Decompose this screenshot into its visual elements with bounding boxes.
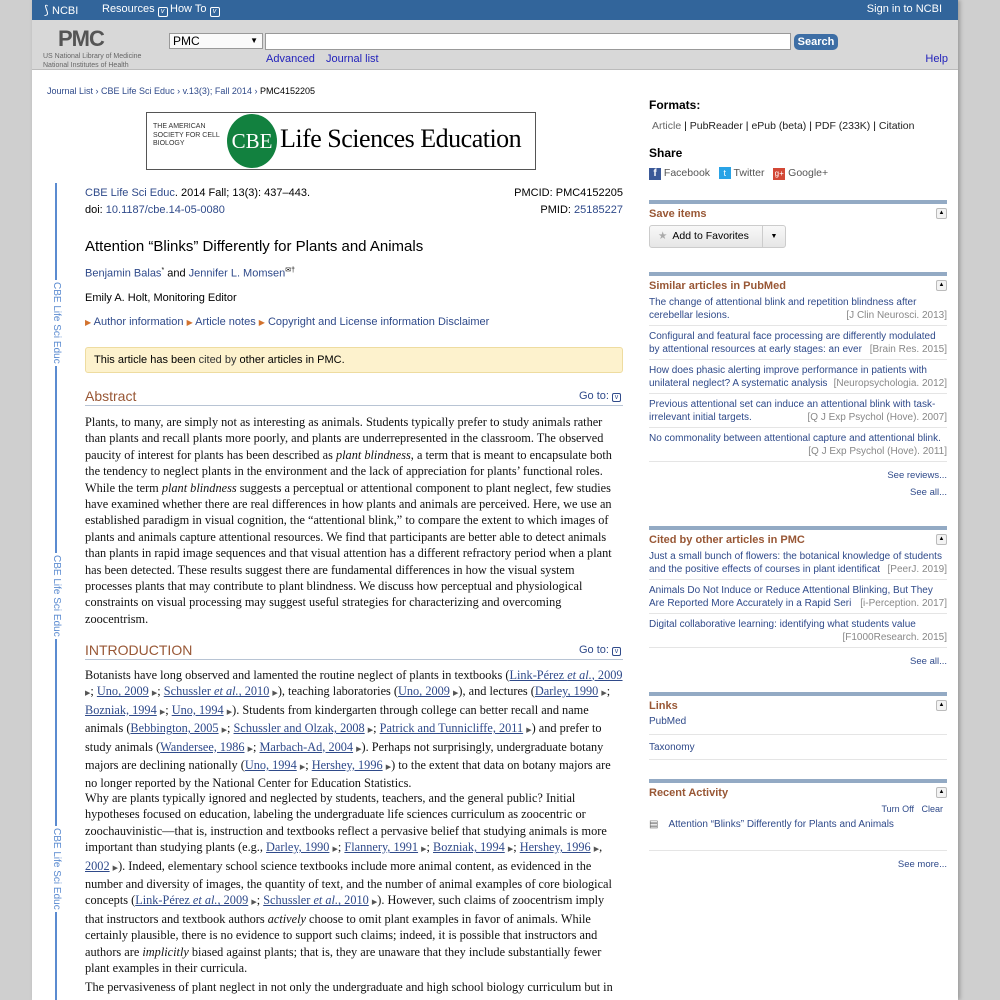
intro-heading-bar — [85, 642, 623, 660]
doi-link[interactable]: 10.1187/cbe.14-05-0080 — [105, 204, 225, 216]
page: ⟆ NCBI Resources v How To v Sign in to NCBI PMC US National Library of Medicine National Institutes of Health PMC ▼ Search Advanced Journal list Help Journal List › CBE Life Sci Educ › v.13(3); Fall 2014 › PMC4152205 CBE Life Sci Educ CBE Life Sci Educ CBE Life Sci Educ THE AMERICAN SOCIETY FOR CELL BIOLOGY CBE Life Sciences Education CBE Life Sci Educ. 2014 Fall; 13(3): 437–443. doi: 10.1187/cbe.14-05-0080 PMCID: PMC4152205 PMID: 25185227 Attention “Blinks” Differently for Plants and Animals Benjamin Balas* and Jennifer L. Momsen✉† Emily A. Holt, Monitoring Editor ▶ Author information ▶ Article notes ▶ Copyright and License information Disclaimer This article has been cited by other articles in PMC. Abstract Go to: v Plants, to many, are simply not as interesting as animals. Students typically prefer to study animals rather than plants and recall plants more poorly, and plants are underrepresented in the classroom. The observed paucity of interest for plants has been described as plant blindness, a term that is meant to encapsulate both the tendency to neglect plants in the environment and the lack of appreciation for plants’ functional roles. While the term plant blindness suggests a perceptual or attentional component to plant neglect, few studies have examined whether there are real differences in how plants and animals are perceived. Here, we use an established paradigm in visual cognition, the “attentional blink,” to compare the extent to which images of plants and animals capture attentional resources. We find that participants are better able to detect animals than plants in rapid image sequences and that visual attention has a different refractory period when a plant has been detected. These results suggest there are fundamental differences in how the visual system processes plants that may contribute to plant blindness. We discuss how perceptual and physiological constraints on visual processing may suggest useful strategies for characterizing and overcoming zoocentrism. INTRODUCTION Go to: v Botanists have long observed and lamented the routine neglect of plants in textbooks (Link-Pérez et al., 2009 ▶; Uno, 2009 ▶; Schussler et al., 2010 ▶), teaching laboratories (Uno, 2009 ▶), and lectures (Darley, 1990 ▶; Bozniak, 1994 ▶; Uno, 1994 ▶). Students from kindergarten through college can better recall and name animals (Bebbington, 2005 ▶; Schussler and Olzak, 2008 ▶; Patrick and Tunnicliffe, 2011 ▶) and prefer to study animals (Wandersee, 1986 ▶; Marbach-Ad, 2004 ▶). Perhaps not surprisingly, undergraduate botany majors are declining nationally (Uno, 1994 ▶; Hershey, 1996 ▶) to the extent that data on botany majors are no longer reported by the National Center for Education Statistics. Why are plants typically ignored and neglected by students, teachers, and the general public? Initial hypotheses focused on education, labeling the undergraduate life sciences curriculum as zoocentric or zoochauvinistic—that is, instruction and textbooks reflect a pervasive belief that studying animals is more important than studying plants (e.g., Darley, 1990 ▶; Flannery, 1991 ▶; Bozniak, 1994 ▶; Hershey, 1996 ▶, 2002 ▶). Indeed, elementary school science textbooks include more animal content, as evidenced in the number and diversity of images, the quantity of text, and the number of animal examples of core biological concepts (Link-Pérez et al., 2009 ▶; Schussler et al., 2010 ▶). However, such claims of zoocentrism imply that instructors and textbook authors actively choose to omit plant examples in favor of animals. While certainly plausible, there is no evidence to support such claims; indeed, it is possible that instructors and authors are implicitly biased against plants; that is, they are unaware that they include substantially fewer plant examples in their curricula. The pervasiveness of plant neglect in not only the undergraduate and high school biology curriculum but in Formats: Article | PubReader | ePub (beta) | PDF (233K) | Citation Share f Facebook t Twitter g+ Google+ Save items ▲ ★ Add to Favorites ▼ Similar articles in PubMed ▲ The change of attentional blink and repetition blindness after cerebellar lesions. [J Clin Neurosci. 2013] Configural and featural face processing are differently modulated by attentional resources at early stages: an ever [Brain Res. 2015] How does phasic alerting improve performance in patients with unilateral neglect? A systematic analysis [Neuropsychologia. 2012] Previous attentional set can induce an attentional blink with task-irrelevant initial targets. [Q J Exp Psychol (Hove). 2007] No commonality between attentional capture and attentional blink. [Q J Exp Psychol (Hove). 2011] See reviews... See all... Cited by other articles in PMC ▲ Just a small bunch of flowers: the botanical knowledge of students and the positive effects of courses in plant identificat [PeerJ. 2019] Animals Do Not Induce or Reduce Attentional Blinking, But They Are Reported More Accurately in a Rapid Seri [i-Perception. 2017] Digital collaborative learning: identifying what students value [F1000Research. 2015] See all... Links ▲ PubMed Taxonomy Recent Activity ▲ Turn Off Clear ▤ Attention “Blinks” Differently for Plants and Animals See more... — [32, 0, 958, 1000]
panel-title: Similar articles in PubMed — [649, 280, 786, 292]
format-pdf[interactable]: PDF (233K) — [814, 120, 871, 132]
cited-by-notice: This article has been cited by other articles in PMC. — [85, 347, 623, 373]
share-title: Share — [649, 146, 683, 160]
breadcrumb: Journal List › CBE Life Sci Educ › v.13(3); Fall 2014 › PMC4152205 — [47, 86, 315, 96]
dropdown-arrow-icon: ▼ — [250, 36, 258, 45]
panel-title: Links — [649, 700, 678, 712]
cited-by-link[interactable]: cited by — [198, 354, 237, 366]
add-to-favorites-button[interactable]: ★ Add to Favorites ▼ — [649, 225, 786, 248]
panel-title: Recent Activity — [649, 787, 729, 799]
journal-logo-title: Life Sciences Education — [280, 124, 522, 153]
formats-list: Article | PubReader | ePub (beta) | PDF (233K) | Citation — [652, 120, 915, 132]
article-list-item[interactable]: No commonality between attentional capture and attentional blink. [Q J Exp Psychol (Hove). 2011] — [649, 428, 947, 462]
intro-heading: INTRODUCTION — [85, 642, 193, 658]
author-link[interactable]: Jennifer L. Momsen — [188, 267, 286, 280]
recent-activity-panel — [649, 779, 947, 870]
article-list-item[interactable]: The change of attentional blink and repetition blindness after cerebellar lesions. [J Clin Neurosci. 2013] — [649, 292, 947, 326]
journal-link[interactable]: CBE Life Sci Educ — [85, 187, 175, 199]
format-pubreader[interactable]: PubReader — [689, 120, 743, 132]
database-select[interactable]: PMC ▼ — [169, 33, 263, 49]
chevron-down-icon: v — [158, 7, 168, 17]
article-list-item[interactable]: Just a small bunch of flowers: the botanical knowledge of students and the positive effects of courses in plant identificat [PeerJ. 2019] — [649, 546, 947, 580]
abstract-heading: Abstract — [85, 388, 137, 404]
link-taxonomy[interactable]: Taxonomy — [649, 735, 947, 761]
star-icon: ★ — [658, 230, 668, 242]
collapse-icon[interactable]: ▲ — [936, 534, 947, 545]
links-panel — [649, 692, 947, 760]
article-list-item[interactable]: Previous attentional set can induce an attentional blink with task-irrelevant initial targets. [Q J Exp Psychol (Hove). 2007] — [649, 394, 947, 428]
howto-menu[interactable]: How To v — [170, 3, 220, 17]
recent-item[interactable]: ▤ Attention “Blinks” Differently for Plants and Animals — [649, 814, 947, 851]
favorites-dropdown-icon[interactable]: ▼ — [762, 226, 785, 247]
formats-title: Formats: — [649, 98, 701, 112]
article-list-item[interactable]: Configural and featural face processing are differently modulated by attentional resources at early stages: an ever [Brain Res. 2015] — [649, 326, 947, 360]
author-link[interactable]: Benjamin Balas — [85, 267, 162, 280]
article-list-item[interactable]: Digital collaborative learning: identifying what students value [F1000Research. 2015] — [649, 614, 947, 648]
chevron-down-icon: v — [612, 647, 621, 656]
editor: Emily A. Holt, Monitoring Editor — [85, 292, 237, 304]
advanced-link[interactable]: Advanced — [266, 53, 315, 65]
goto-menu[interactable]: Go to: v — [579, 390, 621, 402]
stripe-label: CBE Life Sci Educ — [46, 280, 66, 366]
collapse-icon[interactable]: ▲ — [936, 700, 947, 711]
chevron-down-icon: v — [210, 7, 220, 17]
format-epub[interactable]: ePub (beta) — [751, 120, 807, 132]
abstract-text: Plants, to many, are simply not as interesting as animals. Students typically prefer to study animals rather than plants and recall plants more poorly, and plants are underrepresented in the classroom. The observed paucity of interest for plants has been described as plant blindness, a term that is meant to encapsulate both the tendency to neglect plants in the environment and the lack of appreciation for plants’ functional roles. While the term plant blindness suggests a perceptual or attentional component to plant neglect, few studies have examined whether there are real differences in how plants and animals are perceived. Here, we use an established paradigm in visual cognition, the “attentional blink,” to compare the extent to which images of plants and animals capture attentional resources. We find that participants are better able to detect animals than plants in rapid image sequences and that visual attention has a different refractory period when a plant has been detected. These results suggest there are fundamental differences in how the visual system processes plants that may contribute to plant blindness. We discuss how perceptual and physiological constraints on visual processing may suggest useful strategies for characterizing and overcoming zoocentrism. — [85, 415, 612, 626]
disclaimer-link[interactable]: Disclaimer — [437, 316, 490, 328]
article-list-item[interactable]: Animals Do Not Induce or Reduce Attentional Blinking, But They Are Reported More Accurately in a Rapid Seri [i-Perception. 2017] — [649, 580, 947, 614]
sign-in-link[interactable]: Sign in to NCBI — [866, 3, 942, 15]
intro-paragraph-1: Botanists have long observed and lamented the routine neglect of plants in textbooks (Link-Pérez et al., 2009 ▶; Uno, 2009 ▶; Schussler et al., 2010 ▶), teaching laboratories (Uno, 2009 ▶), and lectures (Darley, 1990 ▶; Bozniak, 1994 ▶; Uno, 1994 ▶). Students from kindergarten through college can better recall and name animals (Bebbington, 2005 ▶; Schussler and Olzak, 2008 ▶; Patrick and Tunnicliffe, 2011 ▶) and prefer to study animals (Wandersee, 1986 ▶; Marbach-Ad, 2004 ▶). Perhaps not surprisingly, undergraduate botany majors are declining nationally (Uno, 1994 ▶; Hershey, 1996 ▶) to the extent that data on botany majors are no longer reported by the National Center for Education Statistics. — [85, 668, 623, 791]
pmid-link[interactable]: 25185227 — [574, 204, 623, 216]
abstract-heading-bar — [85, 388, 623, 406]
help-link[interactable]: Help — [925, 53, 948, 65]
search-input[interactable] — [265, 33, 791, 50]
panel-title: Cited by other articles in PMC — [649, 534, 805, 546]
breadcrumb-current: PMC4152205 — [259, 86, 315, 96]
article-notes-toggle[interactable]: Article notes — [195, 316, 256, 328]
see-reviews-link[interactable]: See reviews... — [887, 470, 947, 481]
panel-title: Save items — [649, 208, 707, 220]
see-more-link[interactable]: See more... — [897, 859, 947, 870]
see-all-link[interactable]: See all... — [910, 656, 947, 667]
nlm-label: US National Library of Medicine National Institutes of Health — [43, 53, 142, 69]
copyright-toggle[interactable]: Copyright and License information — [267, 316, 435, 328]
link-pubmed[interactable]: PubMed — [649, 712, 947, 735]
cited-by-panel — [649, 526, 947, 667]
share-googleplus[interactable]: g+ Google+ — [774, 167, 829, 179]
document-icon: ▤ — [649, 819, 659, 830]
author-info-toggle[interactable]: Author information — [93, 316, 184, 328]
format-article: Article — [652, 120, 682, 132]
pmcid: PMCID: PMC4152205 — [514, 187, 623, 199]
google-plus-icon: g+ — [774, 169, 784, 178]
chevron-down-icon: v — [612, 393, 621, 402]
resources-menu[interactable]: Resources v — [102, 3, 168, 17]
article-list-item[interactable]: How does phasic alerting improve performance in patients with unilateral neglect? A systematic analysis [Neuropsychologia. 2012] — [649, 360, 947, 394]
see-all-link[interactable]: See all... — [910, 487, 947, 498]
save-items-panel — [649, 200, 947, 248]
breadcrumb-item[interactable]: Journal List — [47, 86, 94, 96]
facebook-icon: f — [649, 168, 661, 180]
intro-paragraph-2: Why are plants typically ignored and neglected by students, teachers, and the general public? Initial hypotheses focused on education, labeling the undergraduate life sciences curriculum as zoocentric or zoochauvinistic—that is, instruction and textbooks reflect a pervasive belief that studying animals is more important than studying plants (e.g., Darley, 1990 ▶; Flannery, 1991 ▶; Bozniak, 1994 ▶; Hershey, 1996 ▶, 2002 ▶). Indeed, elementary school science textbooks include more animal content, as evidenced in the number and diversity of images, the quantity of text, and the number of animal examples of core biological concepts (Link-Pérez et al., 2009 ▶; Schussler et al., 2010 ▶). However, such claims of zoocentrism imply that instructors and textbook authors actively choose to omit plant examples in favor of animals. While certainly plausible, there is no evidence to support such claims; indeed, it is possible that instructors and authors are implicitly biased against plants; that is, they are unaware that they include substantially fewer plant examples in their curricula. — [85, 791, 612, 976]
intro-paragraph-3: The pervasiveness of plant neglect in not only the undergraduate and high school biology curriculum but in — [85, 980, 613, 994]
pmc-logo[interactable]: PMC — [58, 26, 104, 51]
twitter-icon: t — [719, 167, 731, 179]
collapse-icon[interactable]: ▲ — [936, 280, 947, 291]
share-links — [649, 167, 828, 180]
breadcrumb-item[interactable]: v.13(3); Fall 2014 — [182, 86, 252, 96]
similar-articles-panel — [649, 272, 947, 498]
search-button[interactable]: Search — [794, 34, 838, 50]
goto-menu[interactable]: Go to: v — [579, 644, 621, 656]
clear-link[interactable]: Clear — [921, 804, 943, 814]
society-logo-text: THE AMERICAN SOCIETY FOR CELL BIOLOGY — [153, 123, 220, 147]
turn-off-link[interactable]: Turn Off — [881, 804, 914, 814]
share-facebook[interactable]: f Facebook — [649, 167, 710, 179]
search-band — [32, 20, 958, 70]
stripe-label: CBE Life Sci Educ — [46, 553, 66, 639]
share-twitter[interactable]: t Twitter — [719, 167, 765, 179]
journal-logo — [146, 112, 536, 170]
format-citation[interactable]: Citation — [878, 120, 915, 132]
collapse-icon[interactable]: ▲ — [936, 208, 947, 219]
journal-list-link[interactable]: Journal list — [326, 53, 379, 65]
ncbi-logo[interactable]: ⟆ NCBI — [44, 3, 79, 17]
cbe-logo: CBE — [227, 114, 277, 168]
article-title: Attention “Blinks” Differently for Plants and Animals — [85, 238, 424, 255]
breadcrumb-item[interactable]: CBE Life Sci Educ — [101, 86, 175, 96]
ncbi-topbar — [32, 0, 958, 20]
stripe-label: CBE Life Sci Educ — [46, 826, 66, 912]
collapse-icon[interactable]: ▲ — [936, 787, 947, 798]
